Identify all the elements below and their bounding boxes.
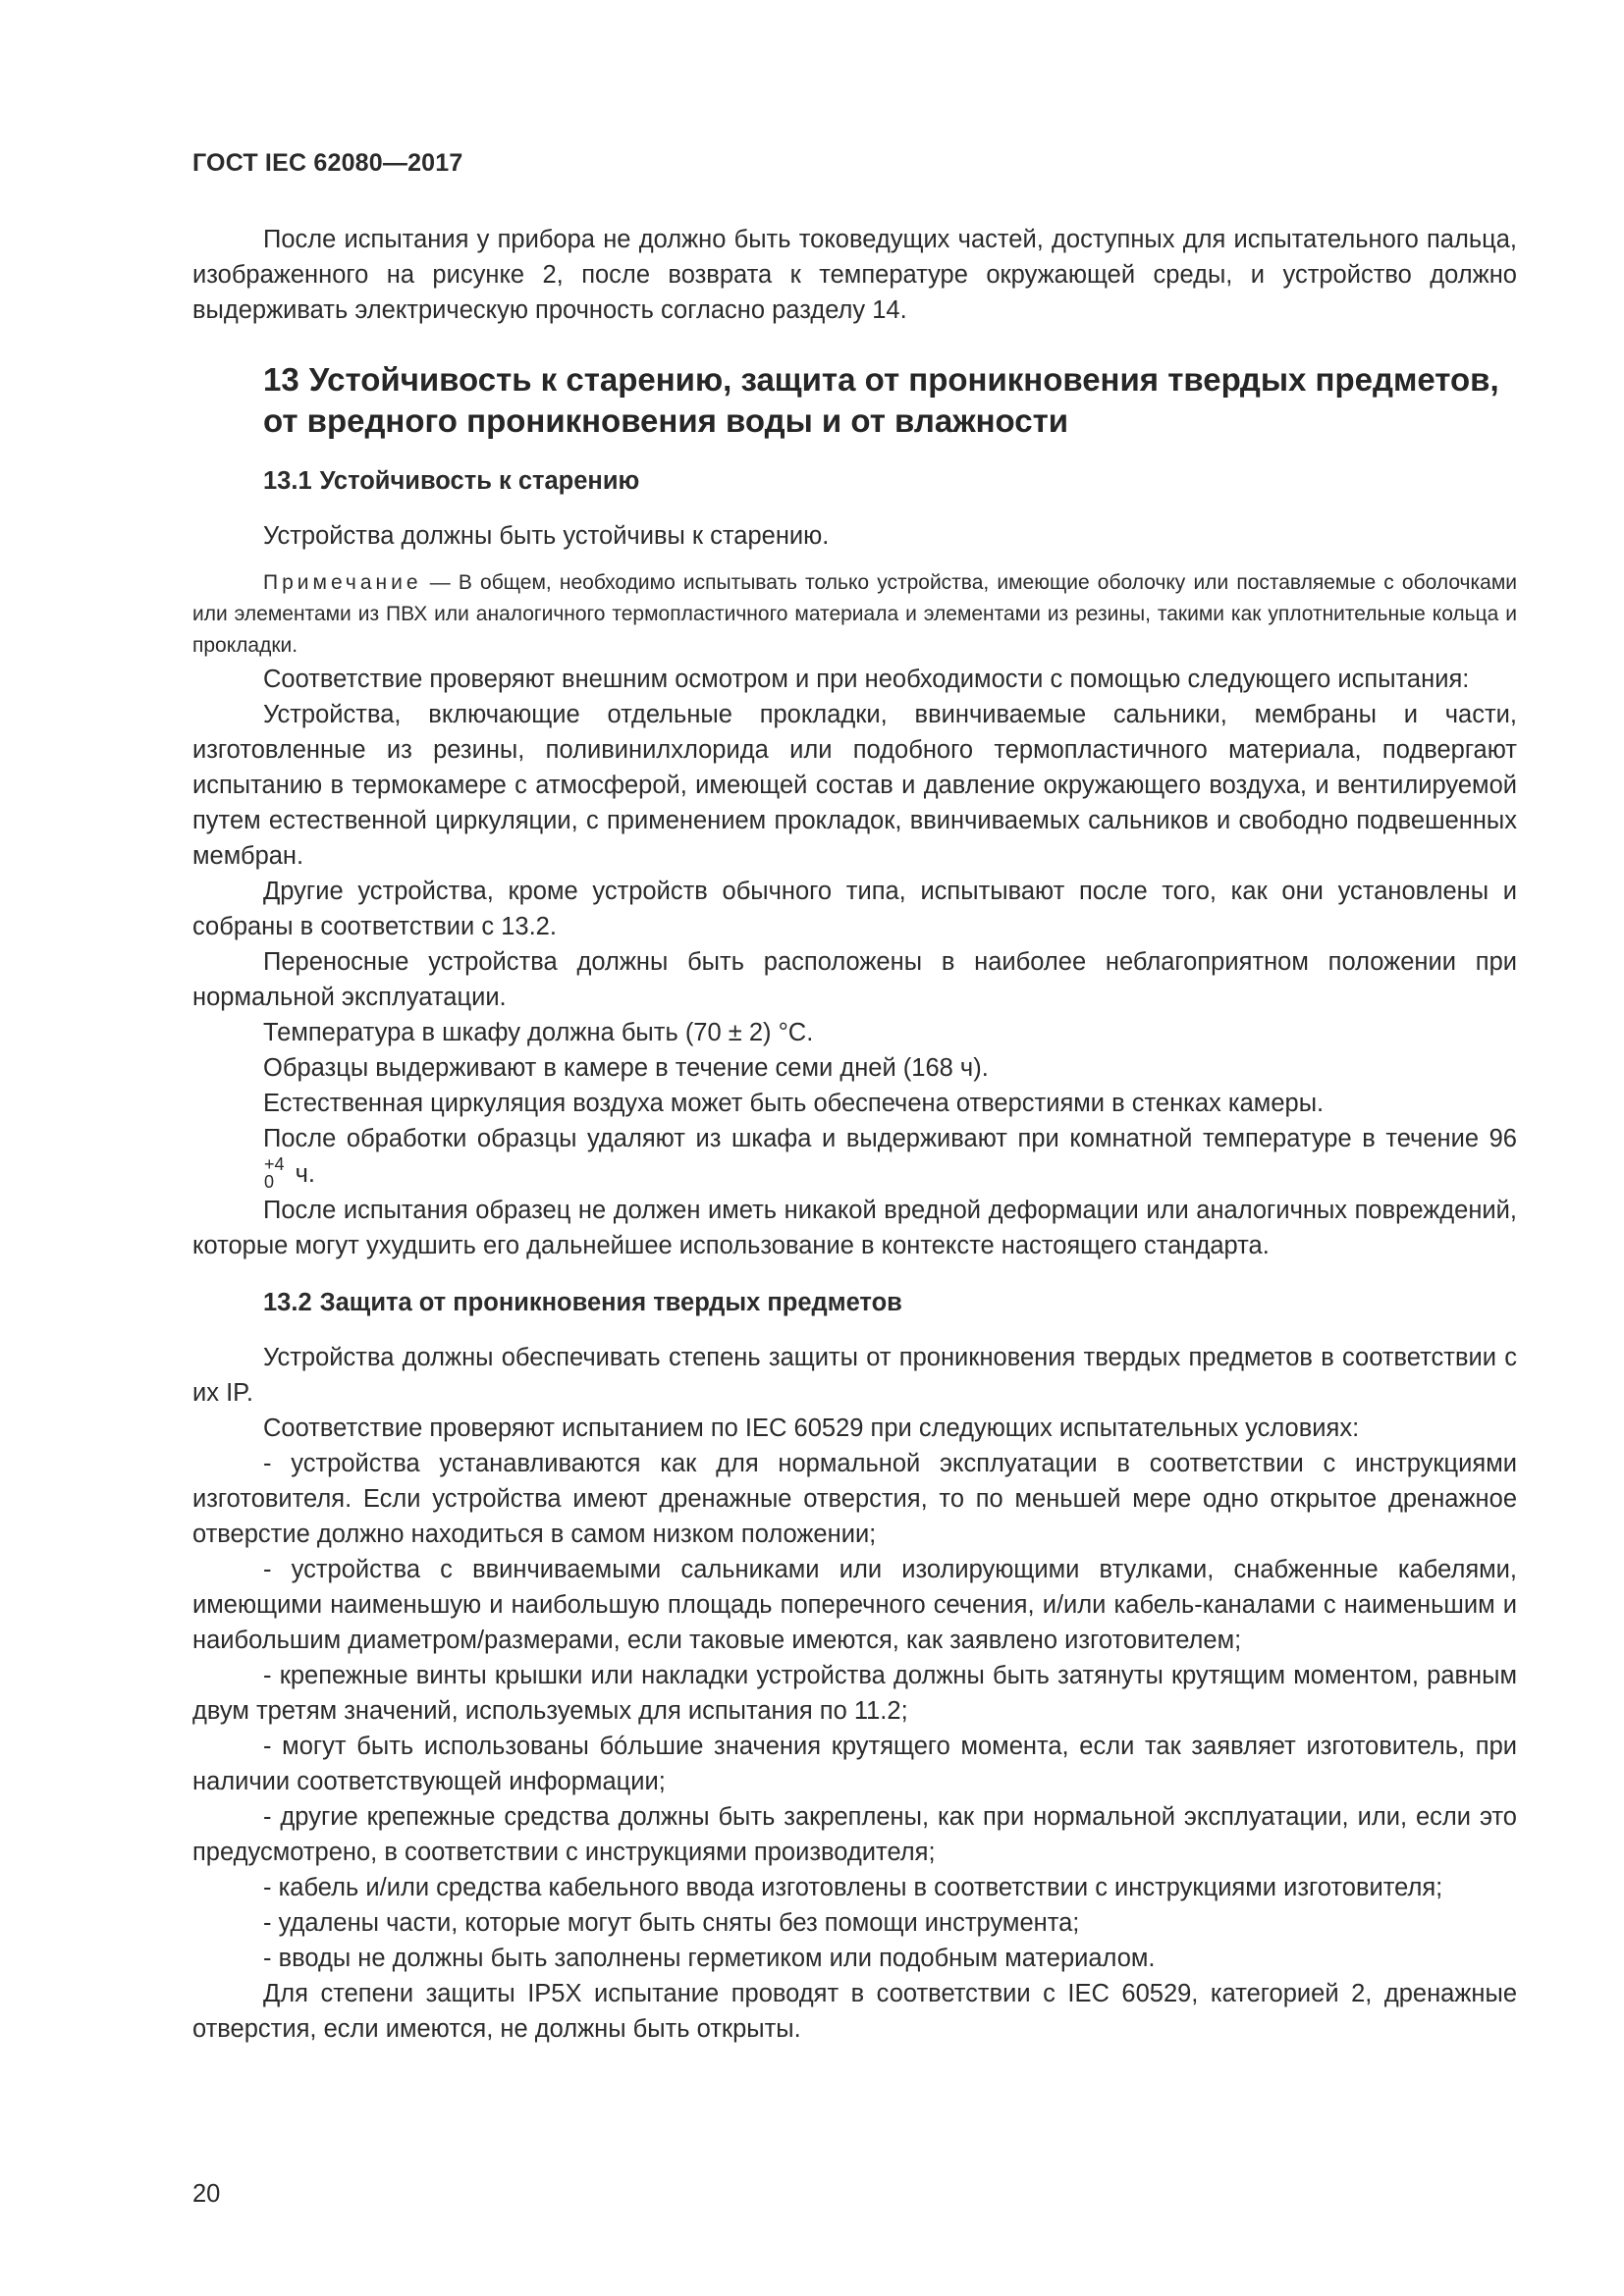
list-item: - другие крепежные средства должны быть закреплены, как при нормальной эксплуатации, или, если это предусмотрено, в соответствии с инструкциями производителя; (192, 1803, 1517, 1867)
list-item: - крепежные винты крышки или накладки устройства должны быть затянуты крутящим моментом, равным двум третям значений, используемых для испытания по 11.2; (192, 1662, 1517, 1726)
section-13-title: Устойчивость к старению, защита от проникновения твердых предметов, от вредного проникновения воды и от влажности (263, 361, 1499, 439)
paragraph: Устройства должны обеспечивать степень защиты от проникновения твердых предметов в соответствии с их IP. (192, 1344, 1517, 1408)
page-number: 20 (192, 2180, 221, 2208)
paragraph: Соответствие проверяют внешним осмотром и при необходимости с помощью следующего испытания: (263, 666, 1470, 693)
paragraph: Переносные устройства должны быть расположены в наиболее неблагоприятном положении при нормальной эксплуатации. (192, 948, 1517, 1011)
note-text: — В общем, необходимо испытывать только устройства, имеющие оболочку или поставляемые с оболочками или элементами из ПВХ или аналогичного термопластичного материала и элементами из резины, такими как уплотнительные кольца и прокладки. (192, 571, 1517, 657)
list-item: - кабель и/или средства кабельного ввода изготовлены в соответствии с инструкциями изготовителя; (263, 1874, 1443, 1902)
page-content (192, 222, 1517, 2047)
time-text: После обработки образцы удаляют из шкафа и выдерживают при комнатной температуре в течение (263, 1125, 1480, 1152)
list-item: - могут быть использованы бóльшие значения крутящего момента, если так заявляет изготовитель, при наличии соответствующей информации; (192, 1733, 1517, 1796)
paragraph: Образцы выдерживают в камере в течение семи дней (168 ч). (263, 1054, 989, 1082)
time-value: 96 (1489, 1125, 1517, 1152)
subsection-13-1-heading (263, 463, 1517, 499)
list-item: - устройства с ввинчиваемыми сальниками или изолирующими втулками, снабженные кабелями, имеющими наименьшую и наибольшую площадь поперечного сечения, и/или кабель-каналами с наименьшим и наибольшим диаметром/размерами, если таковые имеются, как заявлено изготовителем; (192, 1556, 1517, 1655)
paragraph: Устройства должны быть устойчивы к старению. (263, 522, 830, 550)
subsection-13-1-title: Устойчивость к старению (319, 467, 640, 495)
paragraph: Соответствие проверяют испытанием по IEC 60529 при следующих испытательных условиях: (263, 1415, 1360, 1443)
subsection-13-2-heading (263, 1285, 1517, 1320)
subsection-13-2-title: Защита от проникновения твердых предметов (319, 1289, 902, 1317)
paragraph-time (192, 1121, 1517, 1193)
paragraph: Для степени защиты IP5X испытание проводят в соответствии с IEC 60529, категорией 2, дренажные отверстия, если имеются, не должны быть открыты. (192, 1980, 1517, 2044)
subsection-13-1-number: 13.1 (263, 467, 312, 495)
document-code: ГОСТ IEC 62080—2017 (192, 149, 463, 177)
list-item: - устройства устанавливаются как для нормальной эксплуатации в соответствии с инструкциями изготовителя. Если устройства имеют дренажные отверстия, то по меньшей мере одно открытое дренажное отверстие должно находиться в самом низком положении; (192, 1450, 1517, 1549)
paragraph: Другие устройства, кроме устройств обычного типа, испытывают после того, как они установлены и собраны в соответствии с 13.2. (192, 878, 1517, 940)
note-label: Примечание (263, 571, 422, 594)
time-tolerance-upper: +4 (264, 1154, 285, 1175)
paragraph: Естественная циркуляция воздуха может быть обеспечена отверстиями в стенках камеры. (263, 1090, 1325, 1117)
subsection-13-2-number: 13.2 (263, 1289, 312, 1317)
paragraph: После испытания образец не должен иметь никакой вредной деформации или аналогичных повреждений, которые могут ухудшить его дальнейшее использование в контексте настоящего стандарта. (192, 1197, 1517, 1260)
list-item: - вводы не должны быть заполнены герметиком или подобным материалом. (263, 1945, 1156, 1973)
time-tolerance-lower: 0 (264, 1172, 275, 1193)
note (192, 567, 1517, 662)
time-tolerance (193, 1155, 285, 1191)
paragraph: Устройства, включающие отдельные прокладки, ввинчиваемые сальники, мембраны и части, изготовленные из резины, поливинилхлорида или подобного термопластичного материала, подвергают испытанию в термокамере с атмосферой, имеющей состав и давление окружающего воздуха, и вентилируемой путем естественной циркуляции, с применением прокладок, ввинчиваемых сальников и свободно подвешенных мембран. (192, 701, 1517, 870)
list-item: - удалены части, которые могут быть сняты без помощи инструмента; (263, 1909, 1080, 1938)
section-13-heading (263, 359, 1517, 442)
time-unit: ч. (295, 1160, 315, 1188)
intro-paragraph: После испытания у прибора не должно быть токоведущих частей, доступных для испытательного пальца, изображенного на рисунке 2, после возврата к температуре окружающей среды, и устройство должно выдерживать электрическую прочность согласно разделу 14. (192, 226, 1517, 324)
section-13-number: 13 (263, 361, 299, 398)
paragraph: Температура в шкафу должна быть (70 ± 2) °С. (263, 1019, 814, 1046)
